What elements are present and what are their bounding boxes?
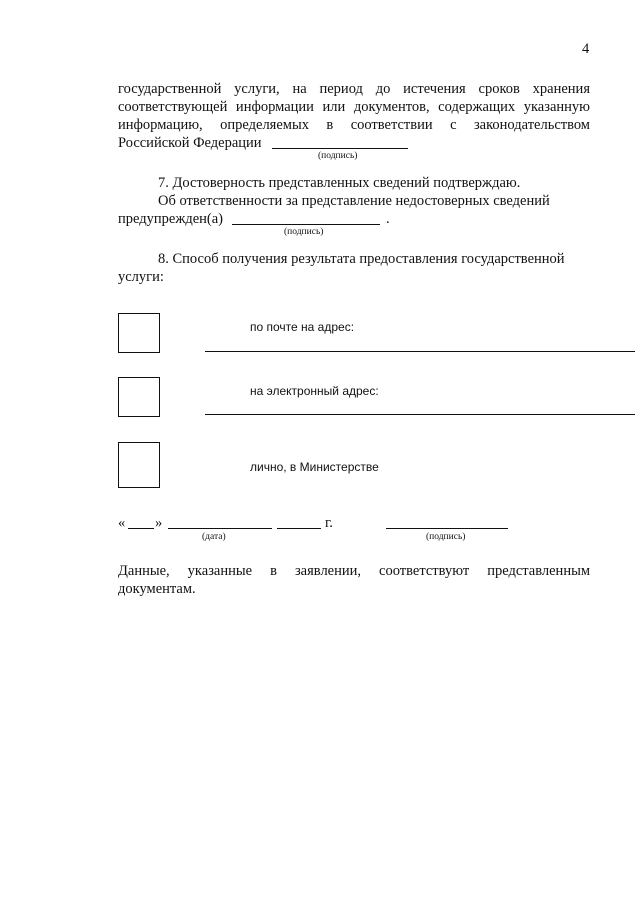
footer-line-2: документам. [118, 581, 196, 597]
section8-line-2: услуги: [118, 269, 164, 285]
email-address-field[interactable] [205, 414, 635, 415]
intro-signature-field[interactable] [272, 148, 408, 149]
option-label-mail: по почте на адрес: [250, 320, 355, 334]
date-caption: (дата) [202, 532, 226, 542]
date-row-signature-caption: (подпись) [426, 532, 466, 542]
section8-line-1: 8. Способ получения результата предоставления государственной [158, 251, 565, 267]
option-label-in-person: лично, в Министерстве [250, 460, 379, 474]
date-open-quote: « [118, 515, 126, 531]
intro-signature-caption: (подпись) [318, 151, 358, 161]
date-day-field[interactable] [128, 528, 154, 529]
checkbox-email[interactable] [118, 377, 160, 417]
date-row-signature-field[interactable] [386, 528, 508, 529]
checkbox-in-person[interactable] [118, 442, 160, 488]
intro-line-2: соответствующей информации или документов, содержащих указанную [118, 99, 590, 115]
section7-line-1: 7. Достоверность представленных сведений подтверждаю. [158, 175, 521, 191]
page-number: 4 [582, 41, 590, 57]
date-month-field[interactable] [168, 528, 272, 529]
intro-line-1: государственной услуги, на период до истечения сроков хранения [118, 81, 590, 97]
intro-line-4: Российской Федерации [118, 135, 262, 151]
footer-line-1: Данные, указанные в заявлении, соответствуют представленным [118, 563, 590, 579]
section7-period: . [386, 211, 390, 227]
intro-line-3: информацию, определяемых в соответствии с законодательством [118, 117, 590, 133]
section7-signature-field[interactable] [232, 224, 380, 225]
option-label-email: на электронный адрес: [250, 384, 379, 398]
date-year-suffix: г. [325, 515, 333, 531]
section7-line-3: предупрежден(а) [118, 211, 224, 227]
section7-signature-caption: (подпись) [284, 227, 324, 237]
section7-line-2: Об ответственности за представление недостоверных сведений [158, 193, 550, 209]
mail-address-field[interactable] [205, 351, 635, 352]
date-close-quote: » [155, 515, 163, 531]
date-year-field[interactable] [277, 528, 321, 529]
checkbox-mail[interactable] [118, 313, 160, 353]
